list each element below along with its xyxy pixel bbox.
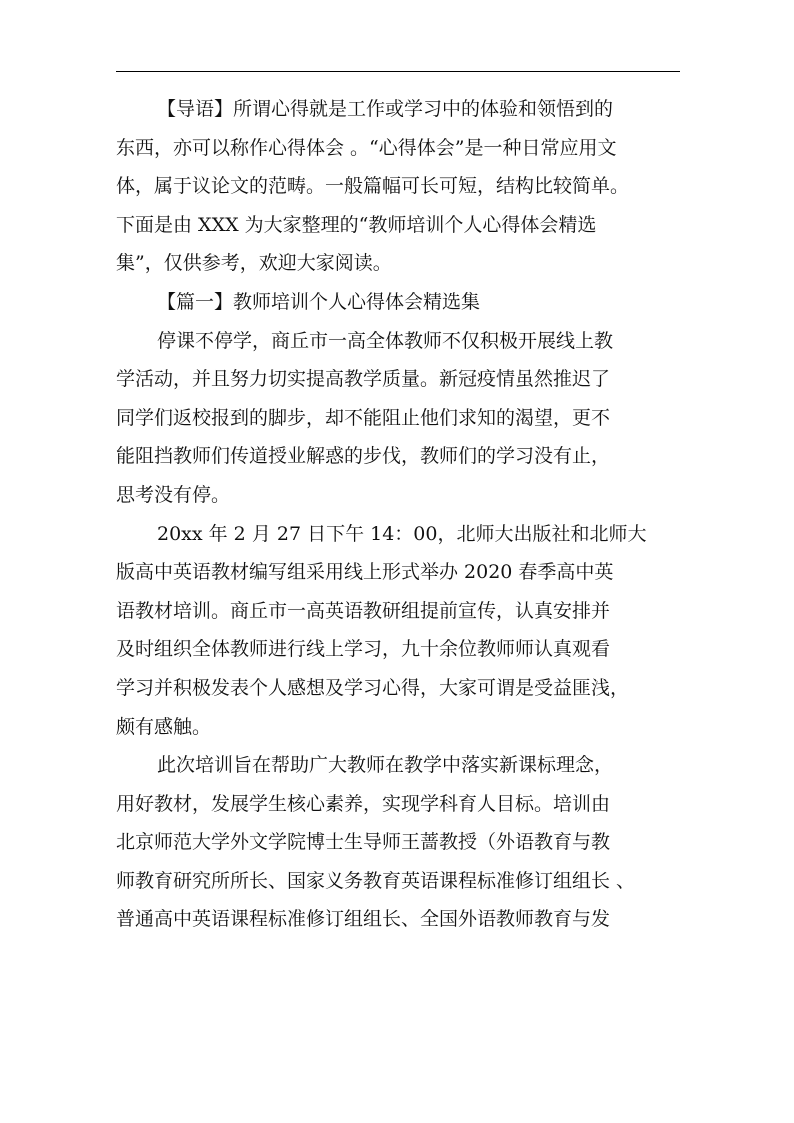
paragraph-2-line-4: 及时组织全体教师进行线上学习，九十余位教师师认真观看: [116, 638, 611, 661]
paragraph-3-line-4: 师教育研究所所长、国家义务教育英语课程标准修订组组长 、: [116, 869, 636, 892]
paragraph-1-line-4: 能阻挡教师们传道授业解惑的步伐，教师们的学习没有止，: [116, 445, 611, 468]
paragraph-3-line-1: 此次培训旨在帮助广大教师在教学中落实新课标理念，: [157, 754, 614, 777]
paragraph-3-line-3: 北京师范大学外文学院博士生导师王蔷教授（外语教育与教: [116, 831, 611, 854]
intro-line-3: 体，属于议论文的范畴。一般篇幅可长可短，结构比较简单。: [116, 175, 630, 198]
intro-line-2: 东西，亦可以称作心得体会 。“心得体会”是一种日常应用文: [116, 136, 617, 159]
paragraph-2-line-6: 颇有感触。: [116, 715, 212, 738]
header-divider: [116, 71, 680, 72]
paragraph-2-line-5: 学习并积极发表个人感想及学习心得，大家可谓是受益匪浅，: [116, 676, 630, 699]
section-heading: 【篇一】教师培训个人心得体会精选集: [157, 290, 481, 313]
paragraph-3-line-5: 普通高中英语课程标准修订组组长、全国外语教师教育与发: [116, 908, 611, 931]
paragraph-1-line-1: 停课不停学，商丘市一高全体教师不仅积极开展线上教: [157, 329, 614, 352]
paragraph-3-line-2: 用好教材，发展学生核心素养，实现学科育人目标。培训由: [116, 792, 611, 815]
paragraph-1-line-3: 同学们返校报到的脚步，却不能阻止他们求知的渴望，更不: [116, 406, 611, 429]
document-body: [116, 90, 682, 939]
intro-line-5: 集”，仅供参考，欢迎大家阅读。: [116, 252, 392, 275]
paragraph-2-line-1: 20xx 年 2 月 27 日下午 14：00，北师大出版社和北师大: [157, 522, 647, 545]
paragraph-2-line-2: 版高中英语教材编写组采用线上形式举办 2020 春季高中英: [116, 561, 614, 584]
paragraph-1-line-5: 思考没有停。: [116, 483, 231, 506]
paragraph-2-line-3: 语教材培训。商丘市一高英语教研组提前宣传，认真安排并: [116, 599, 611, 622]
paragraph-1-line-2: 学活动，并且努力切实提高教学质量。新冠疫情虽然推迟了: [116, 368, 611, 391]
intro-line-1: 【导语】所谓心得就是工作或学习中的体验和领悟到的: [157, 98, 614, 120]
intro-line-4: 下面是由 XXX 为大家整理的“教师培训个人心得体会精选: [116, 213, 597, 236]
